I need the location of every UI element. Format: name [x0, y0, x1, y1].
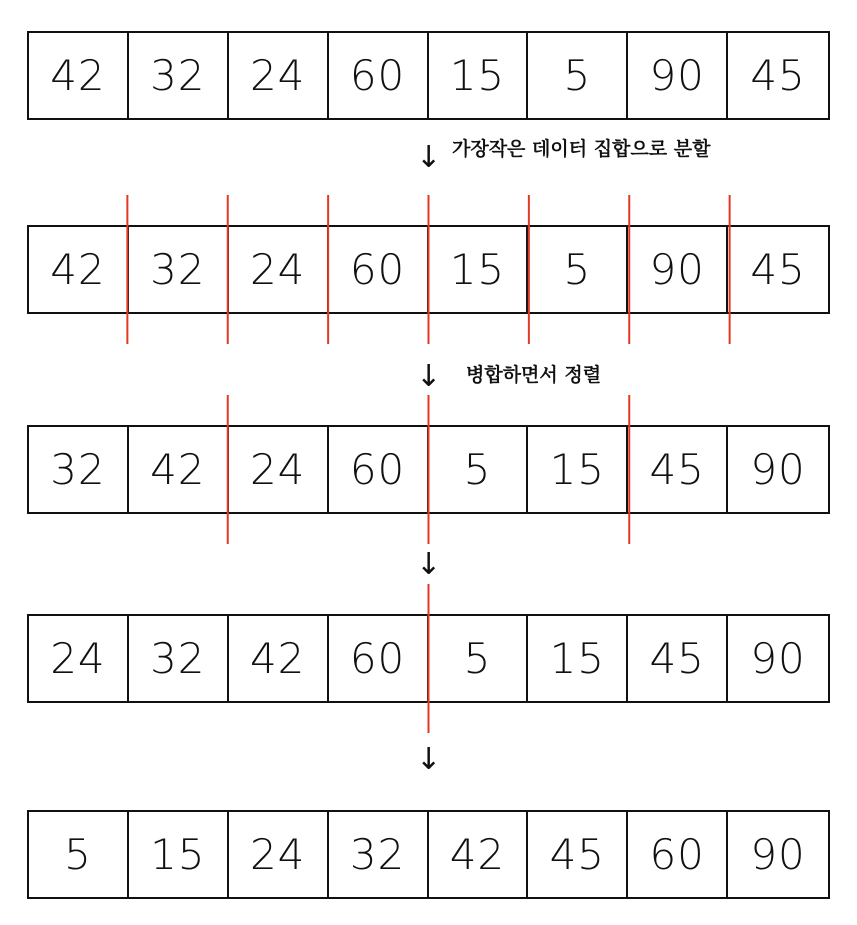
array-cell: 5 — [528, 33, 628, 118]
array-cell: 15 — [429, 33, 529, 118]
array-cell: 5 — [429, 427, 529, 512]
array-cell: 42 — [29, 33, 129, 118]
array-cell: 32 — [129, 33, 229, 118]
array-cell: 45 — [628, 427, 728, 512]
array-cell: 5 — [429, 616, 529, 701]
array-cell: 42 — [129, 427, 229, 512]
array-cell: 32 — [329, 812, 429, 897]
array-cell: 45 — [628, 616, 728, 701]
array-cell: 5 — [528, 227, 628, 312]
array-cell: 32 — [129, 616, 229, 701]
down-arrow-icon: ↓ — [416, 140, 442, 175]
array-cell: 90 — [750, 830, 806, 879]
array-cell: 24 — [229, 427, 329, 512]
array-cell: 15 — [528, 616, 628, 701]
array-cell: 90 — [628, 33, 728, 118]
array-cell: 90 — [750, 445, 806, 494]
array-cell: 90 — [628, 227, 728, 312]
array-cell: 60 — [628, 812, 728, 897]
down-arrow-icon: ↓ — [416, 742, 442, 777]
array-cell: 24 — [229, 812, 329, 897]
array-cell: 15 — [129, 812, 229, 897]
merge-caption: 병합하면서 정렬 — [466, 364, 602, 386]
array-cell: 24 — [229, 33, 329, 118]
array-cell: 60 — [329, 427, 429, 512]
array-cell: 32 — [129, 227, 229, 312]
divide-caption: 가장작은 데이터 집합으로 분할 — [452, 138, 711, 160]
array-cell: 42 — [229, 616, 329, 701]
array-cell: 5 — [29, 812, 129, 897]
down-arrow-icon: ↓ — [416, 547, 442, 582]
array-cell: 24 — [29, 616, 129, 701]
array-cell: 60 — [329, 33, 429, 118]
array-cell: 45 — [750, 245, 806, 294]
array-cell: 15 — [429, 227, 529, 312]
array-cell: 45 — [750, 51, 806, 100]
array-cell: 32 — [29, 427, 129, 512]
array-cell: 45 — [528, 812, 628, 897]
array-cell: 60 — [329, 616, 429, 701]
array-cell: 24 — [229, 227, 329, 312]
array-cell: 42 — [429, 812, 529, 897]
array-cell: 90 — [750, 634, 806, 683]
down-arrow-icon: ↓ — [416, 359, 442, 394]
array-cell: 42 — [29, 227, 129, 312]
array-cell: 15 — [528, 427, 628, 512]
array-cell: 60 — [329, 227, 429, 312]
